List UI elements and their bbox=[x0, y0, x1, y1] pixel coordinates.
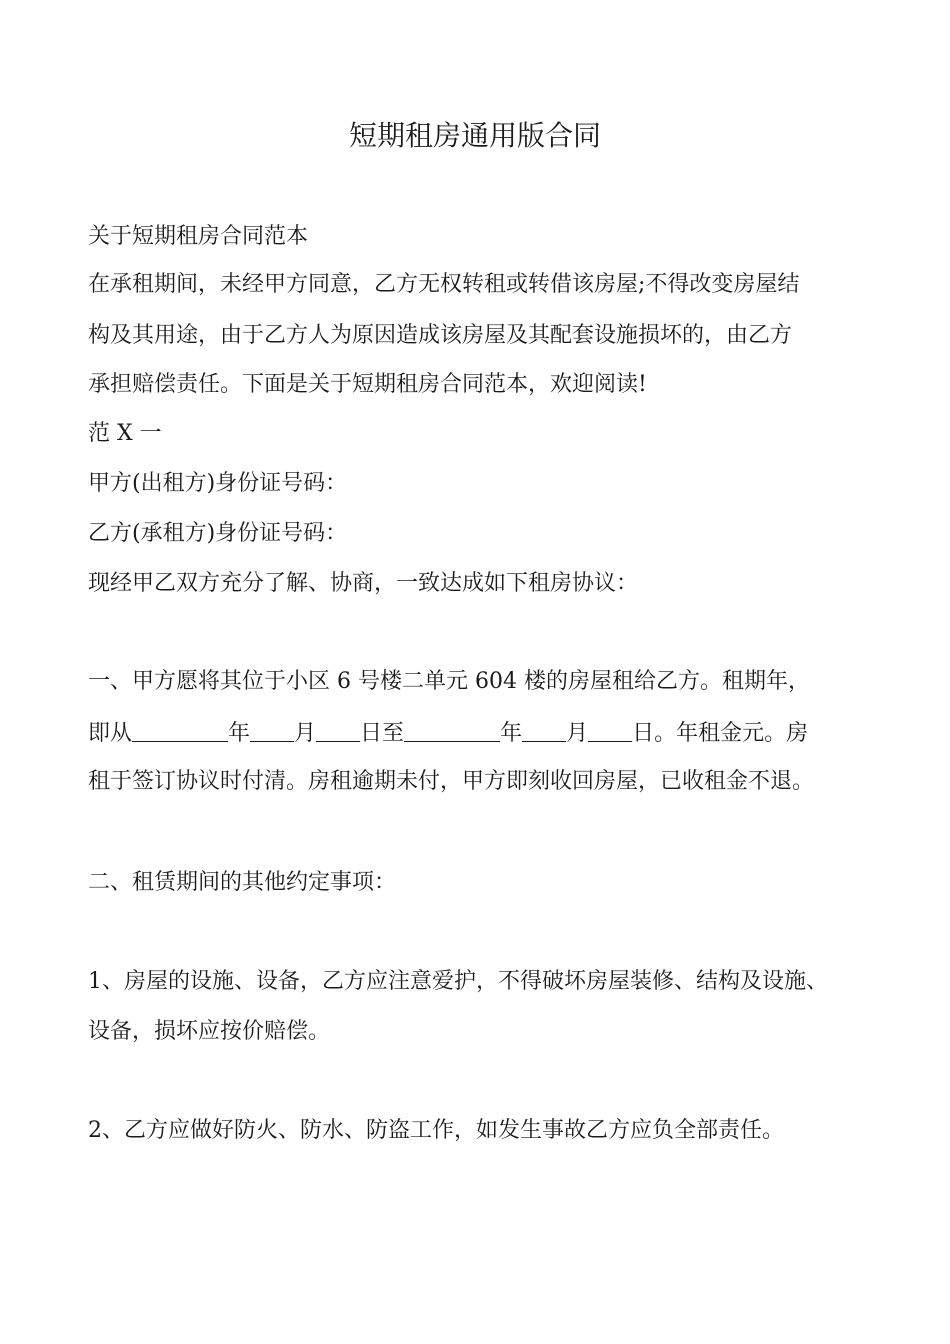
clause-2-heading: 二、租赁期间的其他约定事项： bbox=[88, 870, 397, 895]
item-1-line-2: 设备，损坏应按价赔偿。 bbox=[88, 1019, 331, 1044]
party-a-id-line: 甲方(出租方)身份证号码： bbox=[88, 471, 348, 496]
text-day-suffix: 日。年租金元。房 bbox=[632, 721, 809, 746]
text-year: 年 bbox=[228, 721, 251, 746]
item-2-line: 2、乙方应做好防火、防水、防盗工作，如发生事故乙方应负全部责任。 bbox=[88, 1118, 784, 1143]
text-day-to: 日至 bbox=[360, 721, 405, 746]
sample-label: 范 X 一 bbox=[88, 421, 162, 446]
blank-start-day[interactable] bbox=[316, 719, 360, 742]
text-from: 即从 bbox=[88, 721, 133, 746]
blank-end-year[interactable] bbox=[404, 719, 500, 742]
intro-paragraph-line-3: 承担赔偿责任。下面是关于短期租房合同范本，欢迎阅读! bbox=[88, 372, 647, 397]
item-1-line-1: 1、房屋的设施、设备，乙方应注意爱护，不得破坏房屋装修、结构及设施、 bbox=[88, 969, 828, 994]
text-month-2: 月 bbox=[566, 721, 589, 746]
clause-1-line-1: 一、甲方愿将其位于小区 6 号楼二单元 604 楼的房屋租给乙方。租期年， bbox=[88, 669, 810, 694]
document-title: 短期租房通用版合同 bbox=[348, 119, 601, 152]
intro-paragraph-line-1: 在承租期间，未经甲方同意，乙方无权转租或转借该房屋;不得改变房屋结 bbox=[88, 272, 800, 297]
blank-end-month[interactable] bbox=[522, 719, 566, 742]
clause-1-line-2 bbox=[88, 717, 888, 749]
text-year-2: 年 bbox=[500, 721, 523, 746]
intro-paragraph-line-2: 构及其用途，由于乙方人为原因造成该房屋及其配套设施损坏的，由乙方 bbox=[88, 323, 793, 348]
clause-1-line-3: 租于签订协议时付清。房租逾期未付，甲方即刻收回房屋，已收租金不退。 bbox=[88, 769, 815, 794]
intro-heading: 关于短期租房合同范本 bbox=[88, 224, 309, 249]
blank-start-month[interactable] bbox=[250, 719, 294, 742]
party-b-id-line: 乙方(承租方)身份证号码： bbox=[88, 521, 348, 546]
text-month: 月 bbox=[294, 721, 317, 746]
blank-start-year[interactable] bbox=[132, 719, 228, 742]
blank-end-day[interactable] bbox=[588, 719, 632, 742]
agreement-intro-line: 现经甲乙双方充分了解、协商，一致达成如下租房协议： bbox=[88, 571, 639, 596]
